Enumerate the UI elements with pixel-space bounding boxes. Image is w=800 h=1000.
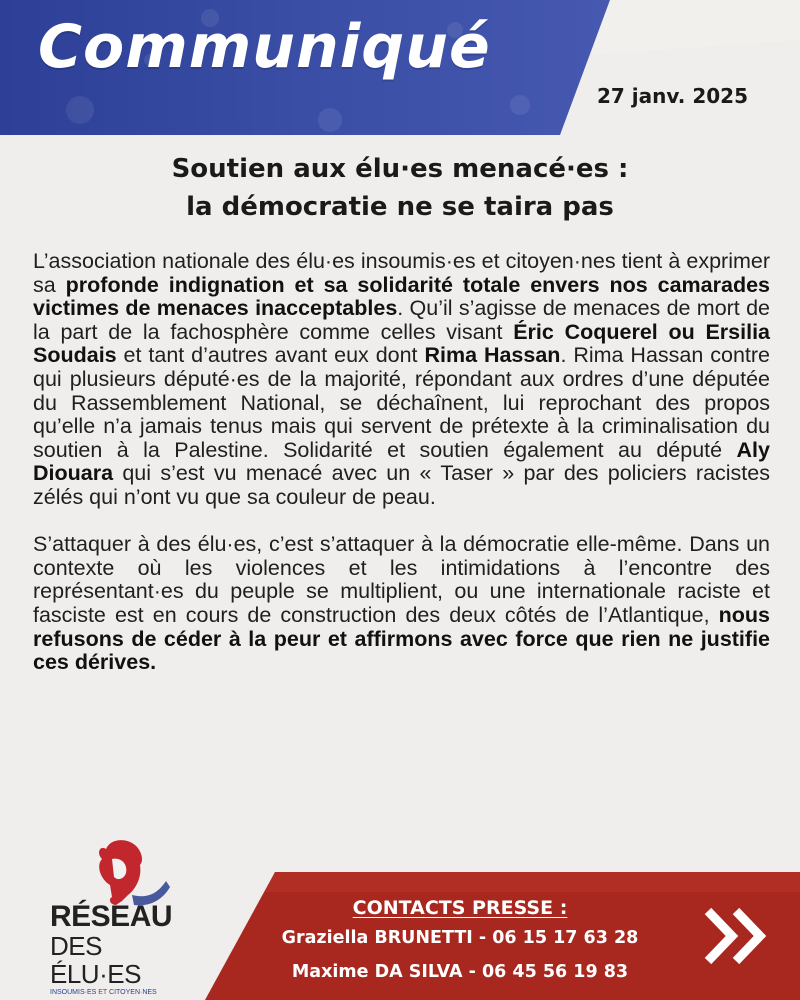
headline-line-1: Soutien aux élu·es menacé·es : <box>171 154 629 184</box>
paragraph-1-bold-1: profonde indignation et sa solidarité totale envers nos camarades victimes de menaces inacceptables <box>33 272 770 321</box>
paragraph-2 <box>33 533 770 675</box>
contact-graziella: Graziella BRUNETTI - 06 15 17 63 28 <box>281 928 639 948</box>
logo-subtitle-b: ET <box>98 989 108 996</box>
contacts <box>250 895 670 989</box>
paragraph-1-text-2: . Qu’il s’agisse de menaces de mort de la part de la fachosphère comme celles visant <box>33 296 770 344</box>
header-title: Communiqué <box>38 12 491 82</box>
logo-subtitle-c: CITOYEN·NES <box>107 989 157 996</box>
double-chevron-right-icon[interactable] <box>700 905 770 967</box>
paragraph-1-text-4: . Rima Hassan contre qui plusieurs député·es de la majorité, répondant aux ordres d’une députée du Rassemblement National, se déchaînent, lui reprochant des propos qu’elle n’a jamais tenus mais qui servent de prétexte à la criminalisation du soutien à la Palestine. Solidarité et soutien également au député <box>33 343 770 462</box>
logo-subtitle-a: INSOUMIS·ES <box>50 989 99 996</box>
body-text <box>33 250 770 675</box>
header-date: 27 janv. 2025 <box>597 84 749 108</box>
contact-maxime: Maxime DA SILVA - 06 45 56 19 83 <box>291 962 629 982</box>
paragraph-1-text-1: L’association nationale des élu·es insoumis·es et citoyen·nes tient à exprimer sa <box>33 249 770 297</box>
logo-reseau: RÉSEAU <box>50 900 173 933</box>
headline-line-2: la démocratie ne se taira pas <box>186 192 614 222</box>
logo-subtitle <box>50 988 190 998</box>
logo-text <box>50 902 190 998</box>
contacts-title: CONTACTS PRESSE : <box>352 897 568 919</box>
paragraph-1-bold-4: Aly Diouara <box>33 437 770 486</box>
logo-des-elus: DES ÉLU·ES <box>50 931 141 989</box>
paragraph-2-bold-1: nous refusons de céder à la peur et affirmons avec force que rien ne justifie ces dérives. <box>33 602 770 675</box>
paragraph-1-text-3: et tant d’autres avant eux dont <box>116 343 425 368</box>
paragraph-2-text-1: S’attaquer à des élu·es, c’est s’attaquer à la démocratie elle-même. Dans un contexte où les violences et les intimidations à l’encontre des représentant·es du peuple se multiplient, ou une internationale raciste et fasciste est en cours de construction des deux côtés de l’Atlantique, <box>33 532 770 627</box>
paragraph-1-bold-3: Rima Hassan <box>424 343 561 368</box>
paragraph-1 <box>33 250 770 510</box>
paragraph-1-bold-2: Éric Coquerel ou Ersilia Soudais <box>33 319 771 368</box>
headline <box>40 150 760 226</box>
paragraph-1-text-5: qui s’est vu menacé avec un « Taser » par des policiers racistes zélés qui n’ont vu que sa couleur de peau. <box>33 461 770 509</box>
